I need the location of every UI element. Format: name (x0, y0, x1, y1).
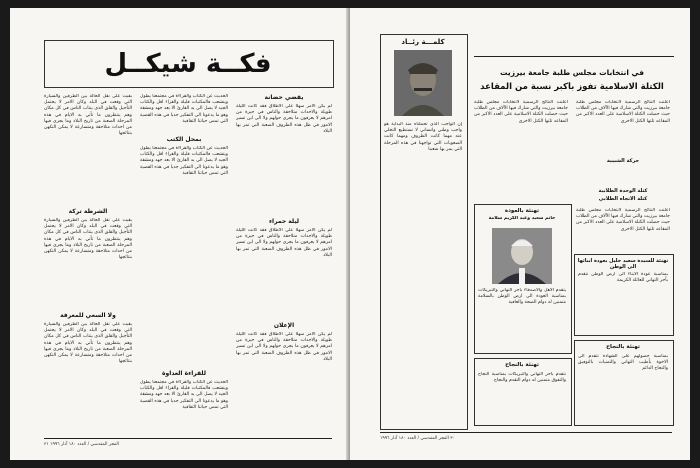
congrats-2-body: نتقدم بأحر التهاني والتبريكات بمناسبة النجاح والتفوق متمنين له دوام التقدم والنجاح (478, 372, 566, 384)
left-page (10, 8, 350, 460)
right-subhead-1: يقضي حضانة (264, 94, 304, 101)
lead-text-continued: أعلنت النتائج الرسمية لانتخابات مجلس طلبة جامعة بيرزيت والتي شارك فيها الآلاف من الطلاب حيث حصلت الكتلة الاسلامية على العدد الاكبر من المقاعد تلتها الكتل الاخرى (576, 208, 670, 232)
right-page (350, 8, 690, 460)
article-headline: الكتلة الاسلامية تفوز بأكبر نسبة من المقاعد (480, 82, 664, 92)
result-item-2: كتلة الوحدة الطلابية (598, 188, 648, 194)
column-far-left-text-a: بقيت على نقل الحالة بين الطرفين والسيارة التي وقعت في البلد وكان الامر لا يحتمل التأجيل والقلق الذي ينتاب الناس في كل مكان وهم ينتظرون ما تأتي به الايام في هذه المرحلة الصعبة من تاريخ البلاد وما يجري فيها من احداث متلاحقة ومتسارعة لا يمكن التكهن بنتائجها (44, 94, 132, 137)
right-subhead-2: ليلة حمراء (268, 218, 300, 225)
column-far-left-text-c: بقيت على نقل الحالة بين الطرفين والسيارة التي وقعت في البلد وكان الامر لا يحتمل التأجيل والقلق الذي ينتاب الناس في كل مكان وهم ينتظرون ما تأتي به الايام في هذه المرحلة الصعبة من تاريخ البلاد وما يجري فيها من احداث متلاحقة ومتسارعة لا يمكن التكهن بنتائجها (44, 322, 132, 365)
header-rule (474, 56, 674, 57)
columnist-portrait-image (394, 50, 452, 116)
column-right-text-a: لم يكن الامر سهلا على الاطلاق فقد كانت الليلة طويلة والاحداث متلاحقة والناس في حيرة من امرهم لا يعرفون ما يجري حولهم ولا الى اين تسير الامور في ظل هذه الظروف الصعبة التي تمر بها البلاد (236, 104, 332, 134)
congrats-portrait-image (492, 228, 552, 284)
masthead-title: فكــة شيكــل (104, 49, 272, 79)
congrats-1-title: تهنئة بالعودة (504, 208, 540, 214)
column-center-text-b: الحديث عن الكتاب والقراءة في مجتمعنا يطول ويتشعب فالمكتبات قليلة والقراء اقل والكتاب الجيد لا يصل الى يد القارئ الا بعد جهد ومشقة وهو ما يدعونا الى التفكير جديا في هذه القضية التي تمس حياتنا الثقافية (140, 146, 228, 176)
article-kicker: في انتخابات مجلس طلبة جامعة بيرزيت (499, 68, 645, 77)
column-right-text-b: لم يكن الامر سهلا على الاطلاق فقد كانت الليلة طويلة والاحداث متلاحقة والناس في حيرة من امرهم لا يعرفون ما يجري حولهم ولا الى اين تسير الامور في ظل هذه الظروف الصعبة التي تمر بها البلاد (236, 228, 332, 258)
magazine-spread (10, 8, 690, 460)
congrats-2-title: تهنئة بالنجاح (505, 362, 539, 368)
congrats-portrait (492, 228, 552, 284)
column-label: كلمـــة رئــاد (401, 38, 445, 46)
notice-2-body: بمناسبة حصولهم على الشهادة نتقدم الى الاخوة بأطيب التهاني والتمنيات بالتوفيق والنجاح الدائم (578, 354, 668, 372)
columnist-portrait (394, 50, 452, 116)
result-item-3: كتلة الاتجاه الطلابي (598, 196, 648, 202)
column-body: إن الواجب الذي تحملناه منذ البداية هو واجب وطني وانساني لا نستطيع التخلي عنه مهما كانت الظروف ومهما كانت الصعوبات التي تواجهنا في هذه المرحلة التي يمر بها شعبنا (384, 122, 462, 152)
column-right-text-c: لم يكن الامر سهلا على الاطلاق فقد كانت الليلة طويلة والاحداث متلاحقة والناس في حيرة من امرهم لا يعرفون ما يجري حولهم ولا الى اين تسير الامور في ظل هذه الظروف الصعبة التي تمر بها البلاد (236, 332, 332, 362)
lead-text-right: أعلنت النتائج الرسمية لانتخابات مجلس طلبة جامعة بيرزيت والتي شارك فيها الآلاف من الطلاب حيث حصلت الكتلة الاسلامية على العدد الاكبر من المقاعد تلتها الكتل الاخرى (576, 100, 670, 124)
column-far-left-text-b: بقيت على نقل الحالة بين الطرفين والسيارة التي وقعت في البلد وكان الامر لا يحتمل التأجيل والقلق الذي ينتاب الناس في كل مكان وهم ينتظرون ما تأتي به الايام في هذه المرحلة الصعبة من تاريخ البلاد وما يجري فيها من احداث متلاحقة ومتسارعة لا يمكن التكهن بنتائجها (44, 218, 132, 261)
far-left-subhead-1: الشرطة تركة (68, 208, 108, 215)
notice-1-title: تهنئة للسيدة سعيد خليل بعودة ابنائها الى الوطن (577, 258, 669, 270)
left-page-footer: الفجر المقدسي / العدد ١٨٠ آذار ١٩٩٦ ٣١ (44, 442, 119, 447)
congrats-1-sub: حاتم سعيد وعبد الكريم سلامة (488, 216, 556, 221)
right-subhead-3: الإعلان (273, 322, 295, 329)
result-item-1: حركة الشبيبة (606, 158, 640, 164)
notice-1-body: بمناسبة عودة الابناء الى ارض الوطن نتقدم بأحر التهاني للعائلة الكريمة (578, 272, 668, 284)
center-subhead-2: للقراءة العداوة (162, 370, 206, 377)
congrats-1-body: يتقدم الاهل والاصدقاء بأحر التهاني والتبريكات بمناسبة العودة الى ارض الوطن بالسلامة متمنين له دوام الصحة والعافية (478, 288, 566, 306)
notice-2-title: تهنئة بالنجاح (606, 344, 640, 350)
column-center-text-c: الحديث عن الكتاب والقراءة في مجتمعنا يطول ويتشعب فالمكتبات قليلة والقراء اقل والكتاب الجيد لا يصل الى يد القارئ الا بعد جهد ومشقة وهو ما يدعونا الى التفكير جديا في هذه القضية التي تمس حياتنا الثقافية (140, 380, 228, 410)
center-subhead-1: بمحل الكتب (166, 136, 202, 143)
lead-text-left: أعلنت النتائج الرسمية لانتخابات مجلس طلبة جامعة بيرزيت والتي شارك فيها الآلاف من الطلاب حيث حصلت الكتلة الاسلامية على العدد الاكبر من المقاعد تلتها الكتل الاخرى (474, 100, 568, 124)
far-left-subhead-2: ولا السعي للمعرفة (60, 312, 116, 319)
right-page-footer: ٣٠ الفجر المقدسي / العدد ١٨٠ آذار ١٩٩٦ (380, 436, 455, 441)
column-center-text-a: الحديث عن الكتاب والقراءة في مجتمعنا يطول ويتشعب فالمكتبات قليلة والقراء اقل والكتاب الجيد لا يصل الى يد القارئ الا بعد جهد ومشقة وهو ما يدعونا الى التفكير جديا في هذه القضية التي تمس حياتنا الثقافية (140, 94, 228, 124)
right-footer-rule (380, 432, 672, 433)
footer-rule (44, 438, 332, 439)
